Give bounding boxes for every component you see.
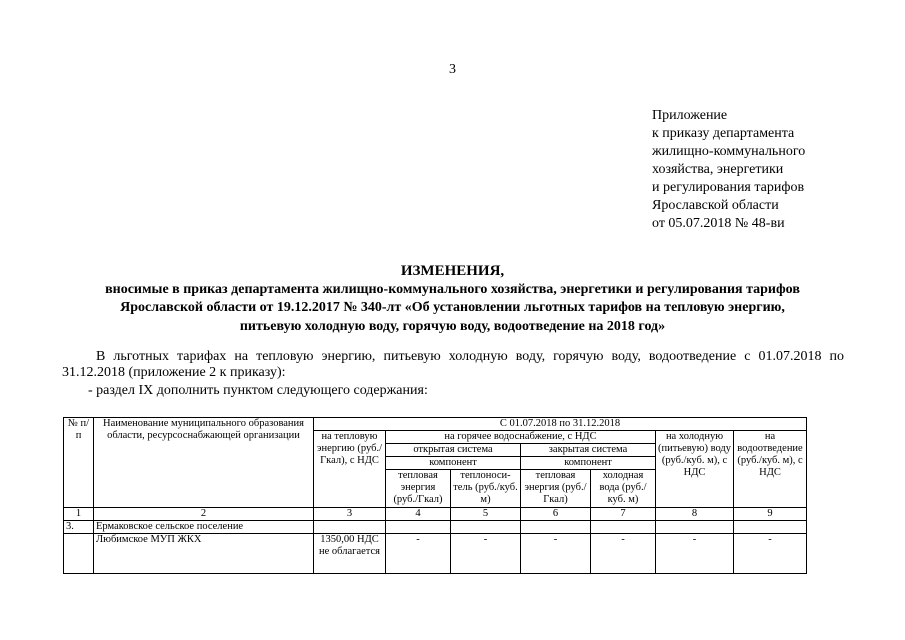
header-open-system: открытая система xyxy=(386,444,521,457)
header-heat: на тепловую энергию (руб./Гкал), с НДС xyxy=(314,431,386,508)
header-name: Наименование муниципального образования области, ресурсоснабжающей организации xyxy=(94,418,314,508)
table-row xyxy=(64,534,807,574)
appendix-line: жилищно-коммунального xyxy=(652,144,806,159)
row-value: - xyxy=(656,534,734,574)
appendix-line: от 05.07.2018 № 48-ви xyxy=(652,216,785,231)
header-coldwater: на холодную (питьевую) воду (руб./куб. м), с НДС xyxy=(656,431,734,508)
tariff-table xyxy=(63,417,807,574)
column-number: 6 xyxy=(521,508,591,521)
heading-line: Ярославской области от 19.12.2017 № 340-лт «Об установлении льготных тарифов на тепловую энергию, xyxy=(120,300,785,315)
heading-line: питьевую холодную воду, горячую воду, водоотведение на 2018 год» xyxy=(239,318,666,334)
row-value: - xyxy=(734,534,807,574)
row-value: - xyxy=(591,534,656,574)
column-number: 3 xyxy=(314,508,386,521)
header-closed-system: закрытая система xyxy=(521,444,656,457)
appendix-line: Приложение xyxy=(652,108,728,123)
header-heat-energy-open: тепловая энергия (руб./Гкал) xyxy=(386,470,451,508)
header-num: № п/п xyxy=(64,418,94,508)
header-component-closed: компонент xyxy=(521,457,656,470)
document-heading xyxy=(40,262,865,336)
column-number: 8 xyxy=(656,508,734,521)
row-value: - xyxy=(521,534,591,574)
heading-title: ИЗМЕНЕНИЯ, xyxy=(400,263,505,279)
row-name: Любимское МУП ЖКХ xyxy=(94,534,314,574)
header-heat-energy-closed: тепловая энергия (руб./Гкал) xyxy=(521,470,591,508)
header-period: С 01.07.2018 по 31.12.2018 xyxy=(314,418,807,431)
header-sewage: на водоотведение (руб./куб. м), с НДС xyxy=(734,431,807,508)
row-value: - xyxy=(451,534,521,574)
row-value-heat: 1350,00 НДС не облагается xyxy=(314,534,386,574)
appendix-line: хозяйства, энергетики xyxy=(652,162,784,177)
appendix-block xyxy=(652,107,805,233)
intro-paragraph: В льготных тарифах на тепловую энергию, питьевую холодную воду, горячую воду, водоотведение с 01.07.2018 по 31.12.2018 (приложение 2 к приказу): xyxy=(62,349,844,380)
column-number: 5 xyxy=(451,508,521,521)
appendix-line: Ярославской области xyxy=(652,198,779,213)
column-number: 9 xyxy=(734,508,807,521)
appendix-line: к приказу департамента xyxy=(652,126,795,141)
appendix-line: и регулирования тарифов xyxy=(652,180,805,195)
section-num: 3. xyxy=(64,521,94,534)
page-number: 3 xyxy=(449,62,456,77)
row-value: - xyxy=(386,534,451,574)
intro-paragraph: - раздел IX дополнить пунктом следующего содержания: xyxy=(88,383,428,398)
header-cold-water-component: холодная вода (руб./куб. м) xyxy=(591,470,656,508)
column-number: 4 xyxy=(386,508,451,521)
heading-line: вносимые в приказ департамента жилищно-коммунального хозяйства, энергетики и регулирования тарифов xyxy=(105,281,800,297)
section-name: Ермаковское сельское поселение xyxy=(94,521,314,534)
intro-text xyxy=(62,349,844,399)
column-number: 1 xyxy=(64,508,94,521)
header-heat-carrier: теплоноси-тель (руб./куб. м) xyxy=(451,470,521,508)
column-number: 2 xyxy=(94,508,314,521)
column-number: 7 xyxy=(591,508,656,521)
header-hotwater: на горячее водоснабжение, с НДС xyxy=(386,431,656,444)
row-num xyxy=(64,534,94,574)
header-component-open: компонент xyxy=(386,457,521,470)
